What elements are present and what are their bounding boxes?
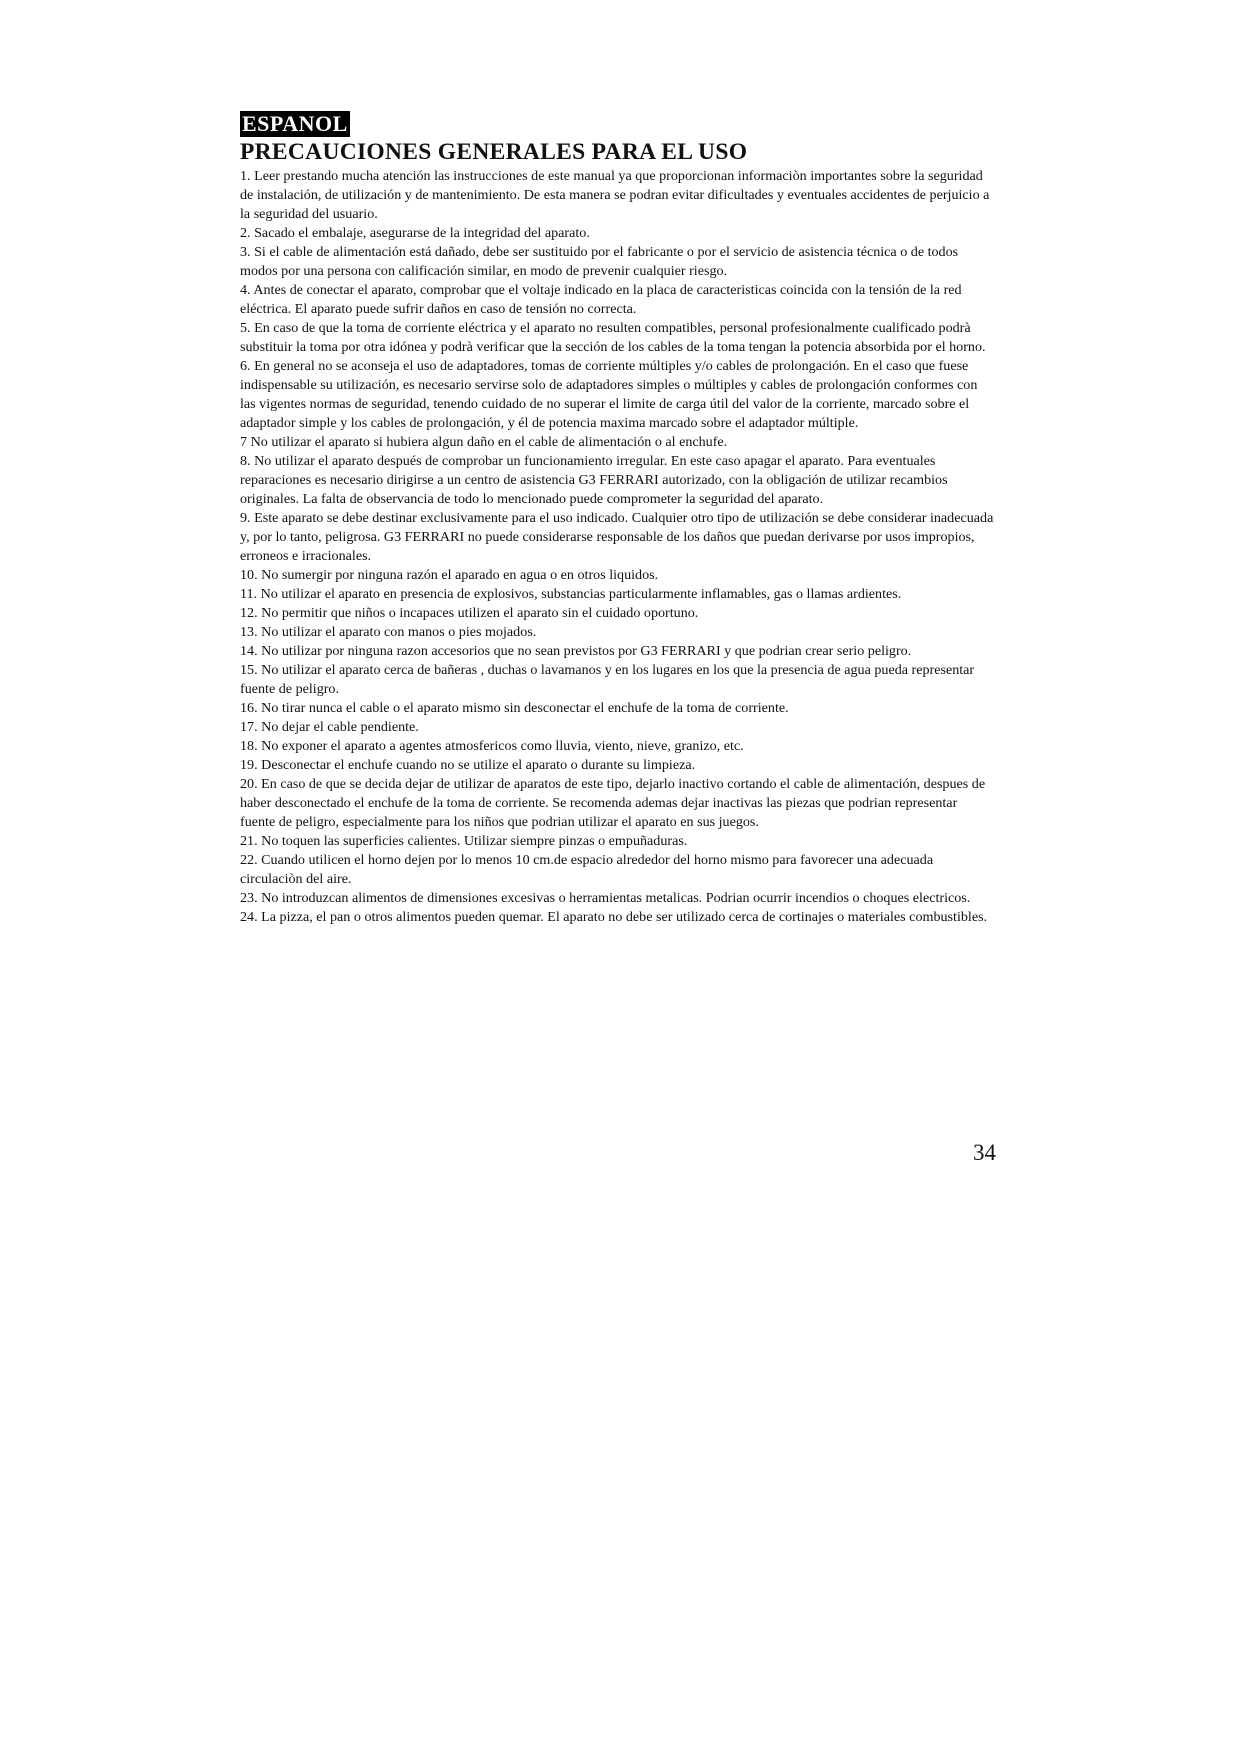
page-number: 34 bbox=[973, 1140, 996, 1165]
precaution-item: 5. En caso de que la toma de corriente eléctrica y el aparato no resulten compatibles, personal profesionalmente cualificado podrà substituir la toma por otra idónea y podrà verificar que la sección de los cables de la toma tengan la potencia absorbida por el horno. bbox=[240, 320, 986, 355]
precaution-item: 24. La pizza, el pan o otros alimentos pueden quemar. El aparato no debe ser utilizado cerca de cortinajes o materiales combustibles. bbox=[240, 909, 988, 925]
precaution-item: 21. No toquen las superficies calientes. Utilizar siempre pinzas o empuñaduras. bbox=[240, 833, 688, 849]
precaution-item: 19. Desconectar el enchufe cuando no se utilize el aparato o durante su limpieza. bbox=[240, 757, 696, 773]
precaution-item: 7 No utilizar el aparato si hubiera algun daño en el cable de alimentación o al enchufe. bbox=[240, 434, 728, 450]
precaution-item: 8. No utilizar el aparato después de comprobar un funcionamiento irregular. En este caso apagar el aparato. Para eventuales reparaciones es necesario dirigirse a un centro de asistencia G3 FERRARI autorizado, con la obligación de utilizar recambios originales. La falta de observancia de todo lo mencionado puede comprometer la seguridad del aparato. bbox=[240, 453, 948, 507]
precaution-item: 23. No introduzcan alimentos de dimensiones excesivas o herramientas metalicas. Podrian ocurrir incendios o choques electricos. bbox=[240, 890, 971, 906]
precaution-item: 14. No utilizar por ninguna razon accesorios que no sean previstos por G3 FERRARI y que podrian crear serio peligro. bbox=[240, 643, 912, 659]
precaution-item: 10. No sumergir por ninguna razón el aparado en agua o en otros liquidos. bbox=[240, 567, 659, 583]
precaution-item: 2. Sacado el embalaje, asegurarse de la integridad del aparato. bbox=[240, 225, 590, 241]
precaution-item: 4. Antes de conectar el aparato, comprobar que el voltaje indicado en la placa de caracteristicas coincida con la tensión de la red eléctrica. El aparato puede sufrir daños en caso de tensión no correcta. bbox=[240, 282, 962, 317]
precaution-item: 20. En caso de que se decida dejar de utilizar de aparatos de este tipo, dejarlo inactivo cortando el cable de alimentación, despues de haber desconectado el enchufe de la toma de corriente. Se recomenda ademas dejar inactivas las piezas que podrian representar fuente de peligro, especialmente para los niños que podrian utilizar el aparato en sus juegos. bbox=[240, 776, 986, 830]
precaution-item: 12. No permitir que niños o incapaces utilizen el aparato sin el cuidado oportuno. bbox=[240, 605, 699, 621]
precaution-item: 16. No tirar nunca el cable o el aparato mismo sin desconectar el enchufe de la toma de corriente. bbox=[240, 700, 789, 716]
section-title: PRECAUCIONES GENERALES PARA EL USO bbox=[240, 139, 748, 165]
precaution-item: 1. Leer prestando mucha atención las instrucciones de este manual ya que proporcionan informaciòn importantes sobre la seguridad de instalación, de utilización y de mantenimiento. De esta manera se podran evitar dificultades y eventuales accidentes de perjuicio a la seguridad del usuario. bbox=[240, 168, 990, 222]
page-content bbox=[240, 111, 995, 927]
language-tag: ESPANOL bbox=[242, 111, 348, 136]
precaution-item: 11. No utilizar el aparato en presencia de explosivos, substancias particularmente inflamables, gas o llamas ardientes. bbox=[240, 586, 902, 602]
precaution-item: 22. Cuando utilicen el horno dejen por lo menos 10 cm.de espacio alrededor del horno mismo para favorecer una adecuada circulaciòn del aire. bbox=[240, 852, 934, 887]
precaution-item: 3. Si el cable de alimentación está dañado, debe ser sustituido por el fabricante o por el servicio de asistencia técnica o de todos modos por una persona con calificación similar, en modo de prevenir cualquier riesgo. bbox=[240, 244, 959, 279]
precaution-item: 6. En general no se aconseja el uso de adaptadores, tomas de corriente múltiples y/o cables de prolongación. En el caso que fuese indispensable su utilización, es necesario servirse solo de adaptadores simples o múltiples y cables de prolongación conformes con las vigentes normas de seguridad, tenendo cuidado de no superar el limite de carga útil del valor de la corriente, marcado sobre el adaptador simple y los cables de prolongación, y él de potencia maxima marcado sobre el adaptador múltiple. bbox=[240, 358, 978, 431]
precaution-item: 17. No dejar el cable pendiente. bbox=[240, 719, 419, 735]
precaution-item: 13. No utilizar el aparato con manos o pies mojados. bbox=[240, 624, 537, 640]
precautions-list bbox=[240, 167, 995, 927]
precaution-item: 9. Este aparato se debe destinar exclusivamente para el uso indicado. Cualquier otro tipo de utilización se debe considerar inadecuada y, por lo tanto, peligrosa. G3 FERRARI no puede considerarse responsable de los daños que puedan derivarse por usos impropios, erroneos e irracionales. bbox=[240, 510, 994, 564]
precaution-item: 18. No exponer el aparato a agentes atmosfericos como lluvia, viento, nieve, granizo, etc. bbox=[240, 738, 744, 754]
precaution-item: 15. No utilizar el aparato cerca de bañeras , duchas o lavamanos y en los lugares en los que la presencia de agua pueda representar fuente de peligro. bbox=[240, 662, 975, 697]
